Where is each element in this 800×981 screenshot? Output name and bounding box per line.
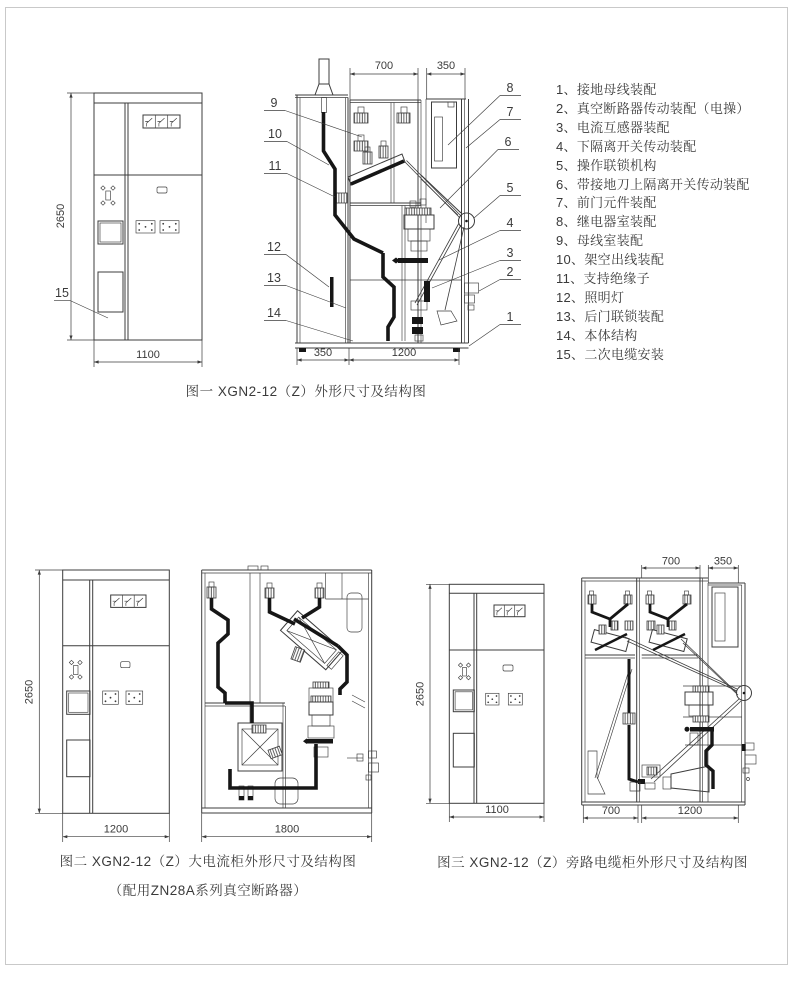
- operating-mechanism-housing: [465, 283, 479, 310]
- svg-text:3: 3: [506, 246, 514, 260]
- svg-text:7: 7: [506, 105, 514, 119]
- fig2-section-drawing: [195, 555, 410, 845]
- main-busbar-cables: [212, 598, 348, 788]
- switch-symbol: [158, 118, 165, 126]
- cabinet-frame: [202, 566, 372, 813]
- switch-indicator-box: [143, 115, 180, 128]
- handle-vent-cluster: [458, 663, 470, 680]
- fig3-section-drawing: [575, 555, 795, 845]
- dimension-bottom-700: [583, 805, 638, 823]
- svg-text:11: 11: [268, 159, 282, 173]
- current-transformer-assembly: [685, 686, 715, 745]
- nameplate-right: [160, 221, 179, 233]
- callout-15: [54, 286, 108, 318]
- dimension-height: [55, 93, 94, 340]
- svg-text:2: 2: [506, 265, 514, 279]
- dimension-bottom-1200: [349, 347, 459, 365]
- nameplate-right: [508, 693, 522, 705]
- svg-text:1800: 1800: [274, 823, 300, 836]
- handle-vent-cluster: [69, 660, 82, 679]
- parts-list-item: 14、本体结构: [556, 327, 638, 343]
- nameplate-left: [103, 691, 119, 704]
- parts-list-item: 4、下隔离开关传动装配: [556, 138, 697, 154]
- left-compartment-details: [588, 667, 632, 794]
- svg-text:2650: 2650: [23, 679, 36, 705]
- inspection-window-lower: [98, 272, 123, 312]
- current-transformer-assembly: [404, 199, 434, 251]
- dimension-bottom-1200: [642, 805, 739, 823]
- inspection-window-upper-inner: [69, 693, 88, 712]
- lower-breaker-assembly: [238, 723, 282, 771]
- indicator-lamp: [503, 665, 513, 671]
- dimension-top-700: [642, 556, 700, 579]
- inspection-window-upper: [98, 221, 123, 244]
- callout-1: [469, 310, 521, 346]
- right-wall-fittings: [347, 695, 379, 780]
- inspection-window-lower: [453, 733, 474, 767]
- svg-text:14: 14: [267, 306, 281, 320]
- callout-13: [264, 271, 346, 308]
- switch-symbol: [516, 608, 522, 615]
- parts-list-item: 13、后门联锁装配: [556, 308, 665, 324]
- callout-6: [440, 135, 519, 208]
- parts-list: [556, 81, 750, 365]
- svg-text:2650: 2650: [414, 681, 427, 707]
- handle-vent-cluster: [101, 186, 115, 205]
- fig1-caption: 图一 XGN2-12（Z）外形尺寸及结构图: [185, 384, 427, 399]
- parts-list-item: 10、架空出线装配: [556, 252, 665, 268]
- callouts-right: [432, 81, 521, 346]
- parts-list-item: 12、照明灯: [556, 289, 625, 305]
- fig1-front-drawing: [55, 75, 275, 375]
- dimension-width: [63, 813, 170, 842]
- parts-list-item: 6、带接地刀上隔离开关传动装配: [556, 176, 750, 192]
- cabinet-frame: [582, 578, 745, 805]
- inspection-window-lower: [67, 740, 90, 777]
- callouts-left: [264, 96, 362, 341]
- dimension-top-350: [427, 60, 465, 99]
- right-wall-fittings: [742, 743, 756, 781]
- svg-text:1200: 1200: [103, 823, 129, 836]
- parts-list-item: 8、继电器室装配: [556, 214, 657, 230]
- svg-text:350: 350: [313, 347, 333, 359]
- parts-list-item: 15、二次电缆安装: [556, 346, 665, 362]
- svg-text:700: 700: [601, 805, 621, 817]
- dimension-width: [94, 340, 202, 367]
- dimension-width: [449, 803, 544, 822]
- main-busbar-cables: [324, 112, 431, 341]
- linkage-rods: [405, 161, 464, 311]
- svg-text:700: 700: [374, 60, 394, 72]
- indicator-lamp: [157, 187, 167, 193]
- svg-text:1200: 1200: [391, 347, 417, 359]
- svg-text:6: 6: [504, 135, 512, 149]
- cabinet-outline: [94, 93, 202, 340]
- dimension-top-700: [350, 60, 418, 100]
- callout-14: [264, 306, 353, 341]
- svg-text:700: 700: [661, 555, 681, 568]
- fig2-caption-note: （配用ZN28A系列真空断路器）: [108, 883, 308, 898]
- inspection-window-upper-inner: [100, 223, 121, 242]
- current-transformer-stack: [303, 682, 334, 757]
- parts-list-item: 3、电流互感器装配: [556, 119, 670, 135]
- svg-text:8: 8: [506, 81, 514, 95]
- fig3-caption: 图三 XGN2-12（Z）旁路电缆柜外形尺寸及结构图: [437, 855, 748, 870]
- callout-7: [466, 105, 521, 148]
- switch-symbol: [506, 608, 512, 615]
- parts-list-item: 1、接地母线装配: [556, 82, 657, 97]
- fig2-front-drawing: [20, 555, 200, 845]
- svg-text:9: 9: [270, 96, 278, 110]
- fig2-caption: 图二 XGN2-12（Z）大电流柜外形尺寸及结构图: [59, 854, 357, 869]
- switch-symbol: [496, 608, 502, 615]
- svg-text:350: 350: [436, 60, 456, 72]
- svg-text:2650: 2650: [55, 203, 67, 229]
- svg-text:4: 4: [506, 216, 514, 230]
- switch-symbol: [125, 598, 132, 606]
- callout-11: [264, 159, 335, 197]
- svg-text:5: 5: [506, 181, 514, 195]
- svg-text:12: 12: [267, 240, 281, 254]
- interlock-hub: [737, 686, 752, 701]
- inspection-window-upper-inner: [455, 692, 472, 710]
- switch-indicator-box: [494, 605, 525, 617]
- switch-symbol: [136, 598, 143, 606]
- switch-symbol: [145, 118, 152, 126]
- dimension-top-350: [708, 556, 738, 584]
- svg-text:13: 13: [267, 271, 281, 285]
- callout-5: [474, 181, 521, 218]
- switch-symbol: [113, 598, 120, 606]
- parts-list-item: 2、真空断路器传动装配（电操）: [556, 100, 750, 116]
- nameplate-right: [126, 691, 143, 704]
- dimension-height: [24, 570, 63, 813]
- dimension-width-1800: [202, 813, 372, 842]
- cable-funnel: [663, 766, 709, 792]
- main-busbar-cables: [592, 604, 713, 789]
- switch-indicator-box: [111, 595, 146, 607]
- relay-room: [712, 587, 738, 647]
- svg-text:1100: 1100: [485, 804, 509, 816]
- svg-text:1100: 1100: [136, 349, 160, 361]
- fig1-section-drawing: [255, 55, 530, 375]
- busbar-room: [354, 107, 410, 151]
- top-insulators: [207, 582, 324, 598]
- svg-text:1200: 1200: [677, 805, 703, 817]
- inspection-window-upper: [67, 691, 90, 714]
- relay-room: [432, 102, 457, 168]
- parts-list-item: 11、支持绝缘子: [556, 271, 650, 287]
- nameplate-left: [486, 693, 499, 705]
- parts-list-item: 7、前门元件装配: [556, 195, 657, 211]
- svg-text:10: 10: [268, 127, 282, 141]
- cable-box: [275, 778, 298, 804]
- linkage-rods: [625, 637, 741, 782]
- fig2-caption-block: [38, 850, 378, 899]
- bottom-mechanism: [630, 765, 660, 791]
- parts-list-item: 5、操作联锁机构: [556, 157, 657, 173]
- switch-symbol: [170, 118, 177, 126]
- svg-text:350: 350: [713, 555, 733, 568]
- roof-bushing-insulator: [315, 59, 333, 113]
- svg-text:15: 15: [55, 286, 69, 300]
- parts-list-item: 9、母线室装配: [556, 233, 644, 249]
- inspection-window-upper: [453, 690, 474, 712]
- callout-2: [479, 265, 521, 291]
- fig3-front-drawing: [414, 555, 600, 845]
- svg-text:1: 1: [506, 310, 514, 324]
- indicator-lamp: [121, 662, 130, 668]
- dimension-height: [415, 584, 450, 803]
- nameplate-left: [136, 221, 155, 233]
